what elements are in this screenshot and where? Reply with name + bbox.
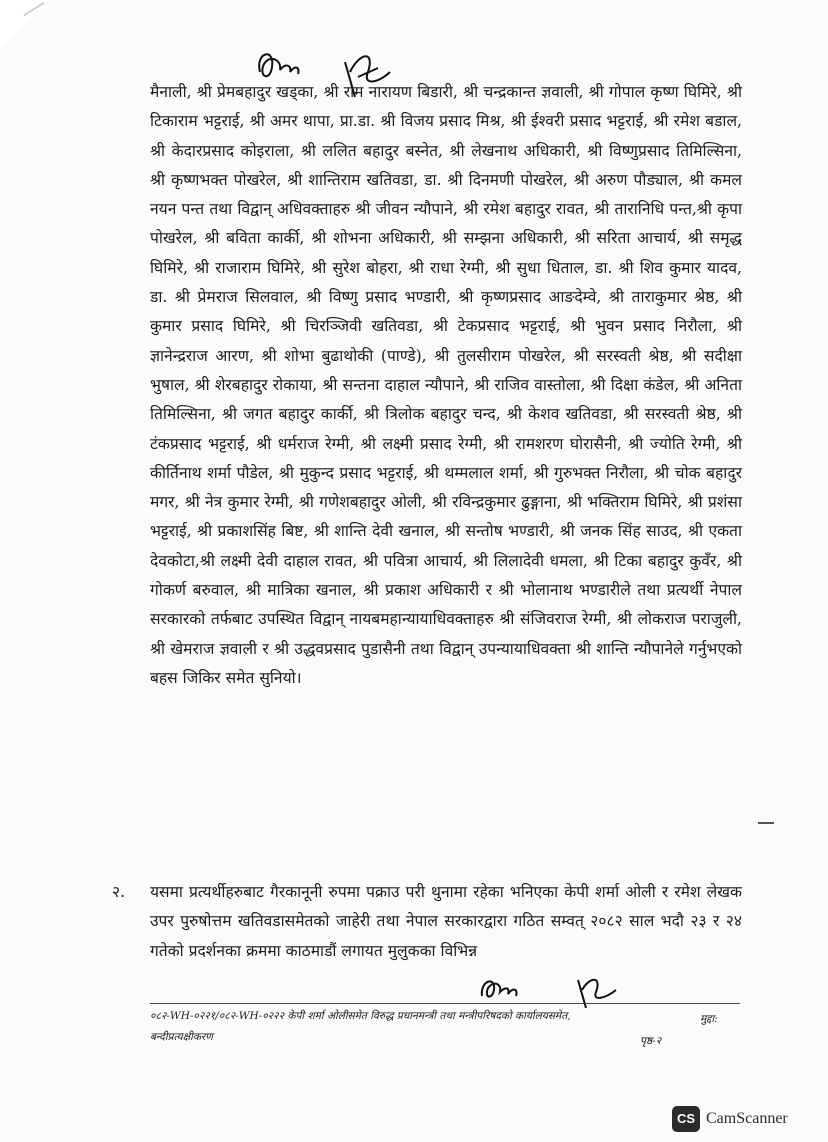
margin-mark [758, 822, 774, 824]
footer-page-number: पृष्ठ-२ [640, 1035, 662, 1047]
signatures-bottom [478, 968, 628, 1013]
folded-corner [0, 0, 48, 48]
paragraph-2-number: २. [112, 883, 126, 901]
footer-case-label: मुद्दा: [700, 1013, 718, 1025]
footer-case-type: बन्दीप्रत्यक्षीकरण [150, 1031, 213, 1043]
footer-divider [150, 1003, 740, 1004]
paragraph-2: यसमा प्रत्यर्थीहरुबाट गैरकानूनी रुपमा पक्राउ परी थुनामा रहेका भनिएका केपी शर्मा ओली र रमेश लेखक उपर पुरुषोत्तम खतिवडासमेतको जाहेरी तथा नेपाल सरकारद्वारा गठित सम्वत् २०८२ साल भदौ २३ र २४ गतेको प्रदर्शनका क्रममा काठमाडौं लगायत मुलुकका विभिन्न [150, 883, 742, 960]
camscanner-watermark: CamScanner [706, 1110, 788, 1127]
paragraph-1: मैनाली, श्री प्रेमबहादुर खड्का, श्री राम नारायण बिडारी, श्री चन्द्रकान्त ज्ञवाली, श्री गोपाल कृष्ण घिमिरे, श्री टिकाराम भट्टराई, श्री अमर थापा, प्रा.डा. श्री विजय प्रसाद मिश्र, श्री ईश्वरी प्रसाद भट्टराई, श्री रमेश बडाल, श्री केदारप्रसाद कोइराला, श्री ललित बहादुर बस्नेत, श्री लेखनाथ अधिकारी, श्री विष्णुप्रसाद तिमिल्सिना, श्री कृष्णभक्त पोखरेल, श्री शान्तिराम खतिवडा, डा. श्री दिनमणी पोखरेल, श्री अरुण पौड्याल, श्री कमल नयन पन्त तथा विद्वान् अधिवक्ताहरु श्री जीवन न्यौपाने, श्री रमेश बहादुर रावत, श्री तारानिधि पन्त,श्री कृपा पोखरेल, श्री बविता कार्की, श्री शोभना अधिकारी, श्री सम्झना अधिकारी, श्री सरिता आचार्य, श्री समृद्ध घिमिरे, श्री राजाराम घिमिरे, श्री सुरेश बोहरा, श्री राधा रेग्मी, श्री सुधा धिताल, डा. श्री शिव कुमार यादव, डा. श्री प्रेमराज सिलवाल, श्री विष्णु प्रसाद भण्डारी, श्री कृष्णप्रसाद आङदेम्वे, श्री ताराकुमार श्रेष्ठ, श्री कुमार प्रसाद घिमिरे, श्री चिरञ्जिवी खतिवडा, श्री टेकप्रसाद भट्टराई, श्री भुवन प्रसाद निरौला, श्री ज्ञानेन्द्रराज आरण, श्री शोभा बुढाथोकी (पाण्डे), श्री तुलसीराम पोखरेल, श्री सरस्वती श्रेष्ठ, श्री सदीक्षा भुषाल, श्री शेरबहादुर रोकाया, श्री सन्तना दाहाल न्यौपाने, श्री राजिव वास्तोला, श्री दिक्षा कंडेल, श्री अनिता तिमिल्सिना, श्री जगत बहादुर कार्की, श्री त्रिलोक बहादुर चन्द, श्री केशव खतिवडा, श्री सरस्वती श्रेष्ठ, श्री टंकप्रसाद भट्टराई, श्री धर्मराज रेग्मी, श्री लक्ष्मी प्रसाद रेग्मी, श्री रामशरण घोरासैनी, श्री ज्योति रेग्मी, श्री कीर्तिनाथ शर्मा पौडेल, श्री मुकुन्द प्रसाद भट्टराई, श्री थम्मलाल शर्मा, श्री गुरुभक्त निरौला, श्री चोक बहादुर मगर, श्री नेत्र कुमार रेग्मी, श्री गणेशबहादुर ओली, श्री रविन्द्रकुमार ढुङ्गाना, श्री भक्तिराम घिमिरे, श्री प्रशंसा भट्टराई, श्री प्रकाशसिंह बिष्ट, श्री शान्ति देवी खनाल, श्री सन्तोष भण्डारी, श्री जनक सिंह साउद, श्री एकता देवकोटा,श्री लक्ष्मी देवी दाहाल रावत, श्री पवित्रा आचार्य, श्री लिलादेवी धमला, श्री टिका बहादुर कुवँर, श्री गोकर्ण बरुवाल, श्री मात्रिका खनाल, श्री प्रकाश अधिकारी र श्री भोलानाथ भण्डारीले तथा प्रत्यर्थी नेपाल सरकारको तर्फबाट उपस्थित विद्वान् नायबमहान्यायाधिवक्ताहरु श्री संजिवराज रेग्मी, श्री लोकराज पराजुली, श्री खेमराज ज्ञवाली र श्री उद्धवप्रसाद पुडासैनी तथा विद्वान् उपन्यायाधिवक्ता श्री शान्ति न्यौपानेले गर्नुभएको बहस जिकिर समेत सुनियो। [150, 83, 742, 687]
footer-case-reference: ०८२-WH-०२२१/०८२-WH-०२२२ केपी शर्मा ओलीसमेत विरुद्ध प्रधानमन्त्री तथा मन्त्रीपरिषदको कार्यालयसमेत, [150, 1010, 571, 1022]
camscanner-logo-icon: CS [672, 1106, 700, 1132]
